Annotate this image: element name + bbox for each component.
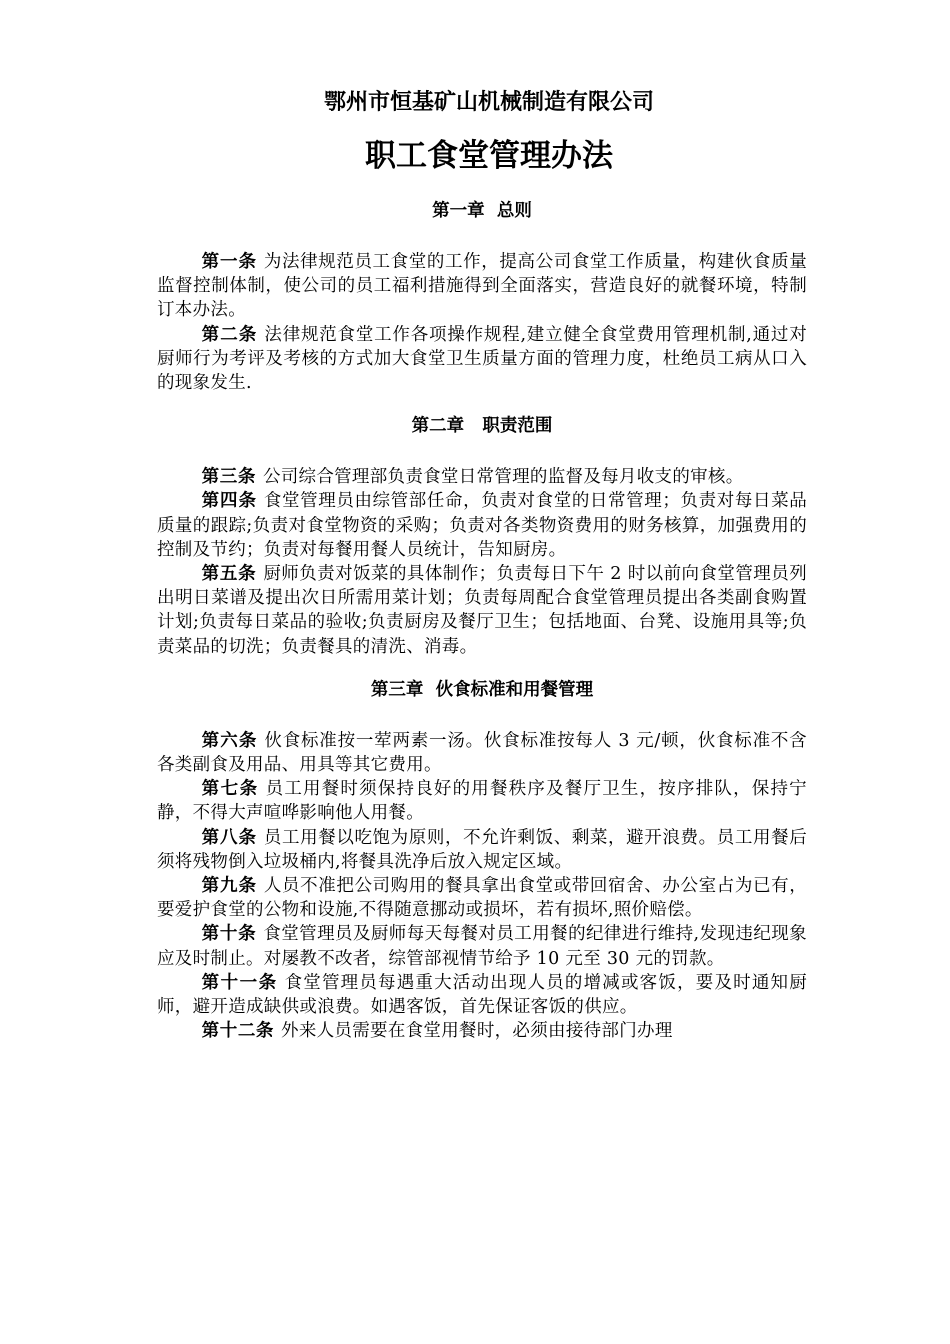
article-label: 第十二条 xyxy=(201,1021,275,1042)
article-label: 第六条 xyxy=(201,730,258,751)
article-label: 第三条 xyxy=(201,467,256,488)
article-12 xyxy=(157,1019,807,1043)
chapter-1-title: 第一章 总则 xyxy=(432,201,532,221)
chapter-2-title: 第二章 职责范围 xyxy=(411,416,553,437)
article-label: 第八条 xyxy=(201,827,257,848)
article-7 xyxy=(157,777,807,825)
article-3 xyxy=(157,465,807,489)
article-label: 第七条 xyxy=(201,779,259,800)
article-label: 第五条 xyxy=(201,564,257,585)
article-text: 伙食标准按一荤两素一汤。伙食标准按每人 3 元/顿，伙食标准不含各类副食及用品、用具等其它费用。 xyxy=(157,730,807,776)
article-text: 厨师负责对饭菜的具体制作；负责每日下午 2 时以前向食堂管理员列出明日菜谱及提出次日所需用菜计划；负责每周配合食堂管理员提出各类副食购置计划;负责每日菜品的验收;负责厨房及餐厅卫生；包括地面、台凳、设施用具等;负责菜品的切洗；负责餐具的清洗、消毒。 xyxy=(157,564,807,657)
article-text: 员工用餐以吃饱为原则，不允许剩饭、剩菜，避开浪费。员工用餐后须将残物倒入垃圾桶内,将餐具洗净后放入规定区域。 xyxy=(157,827,807,872)
article-4 xyxy=(157,489,807,562)
article-text: 人员不准把公司购用的餐具拿出食堂或带回宿舍、办公室占为已有，要爱护食堂的公物和设施,不得随意挪动或损坏，若有损坏,照价赔偿。 xyxy=(157,876,807,921)
article-text: 公司综合管理部负责食堂日常管理的监督及每月收支的审核。 xyxy=(262,467,744,488)
article-9 xyxy=(157,874,807,922)
article-label: 第九条 xyxy=(201,876,257,897)
article-11 xyxy=(157,971,807,1019)
document-page xyxy=(157,88,807,1043)
article-label: 第一条 xyxy=(201,252,257,272)
article-text: 食堂管理员每遇重大活动出现人员的增减或客饭，要及时通知厨师，避开造成缺供或浪费。如遇客饭，首先保证客饭的供应。 xyxy=(157,972,807,1018)
article-5 xyxy=(157,562,807,659)
article-label: 第十一条 xyxy=(201,972,278,993)
article-text: 为法律规范员工食堂的工作，提高公司食堂工作质量，构建伙食质量监督控制体制，使公司的员工福利措施得到全面落实，营造良好的就餐环境，特制订本办法。 xyxy=(157,252,807,321)
article-label: 第十条 xyxy=(201,924,257,945)
chapter-3-title: 第三章 伙食标准和用餐管理 xyxy=(370,679,594,700)
article-10 xyxy=(157,922,807,970)
article-text: 食堂管理员及厨师每天每餐对员工用餐的纪律进行维持,发现违纪现象应及时制止。对屡教不改者，综管部视情节给予 10 元至 30 元的罚款。 xyxy=(157,924,807,969)
article-text: 外来人员需要在食堂用餐时，必须由接待部门办理 xyxy=(281,1021,673,1042)
company-name: 鄂州市恒基矿山机械制造有限公司 xyxy=(323,90,654,115)
article-label: 第四条 xyxy=(201,491,257,512)
article-label: 第二条 xyxy=(201,324,258,345)
article-6 xyxy=(157,729,807,777)
article-1 xyxy=(157,250,807,323)
article-8 xyxy=(157,826,807,874)
article-text: 法律规范食堂工作各项操作规程,建立健全食堂费用管理机制,通过对厨师行为考评及考核的方式加大食堂卫生质量方面的管理力度，杜绝员工病从口入的现象发生. xyxy=(157,324,807,394)
article-text: 员工用餐时须保持良好的用餐秩序及餐厅卫生，按序排队，保持宁静，不得大声喧哗影响他人用餐。 xyxy=(157,779,807,824)
article-2 xyxy=(157,323,807,396)
document-title: 职工食堂管理办法 xyxy=(365,138,613,174)
article-text: 食堂管理员由综管部任命，负责对食堂的日常管理；负责对每日菜品质量的跟踪;负责对食堂物资的采购；负责对各类物资费用的财务核算，加强费用的控制及节约；负责对每餐用餐人员统计，告知厨房。 xyxy=(157,491,807,560)
